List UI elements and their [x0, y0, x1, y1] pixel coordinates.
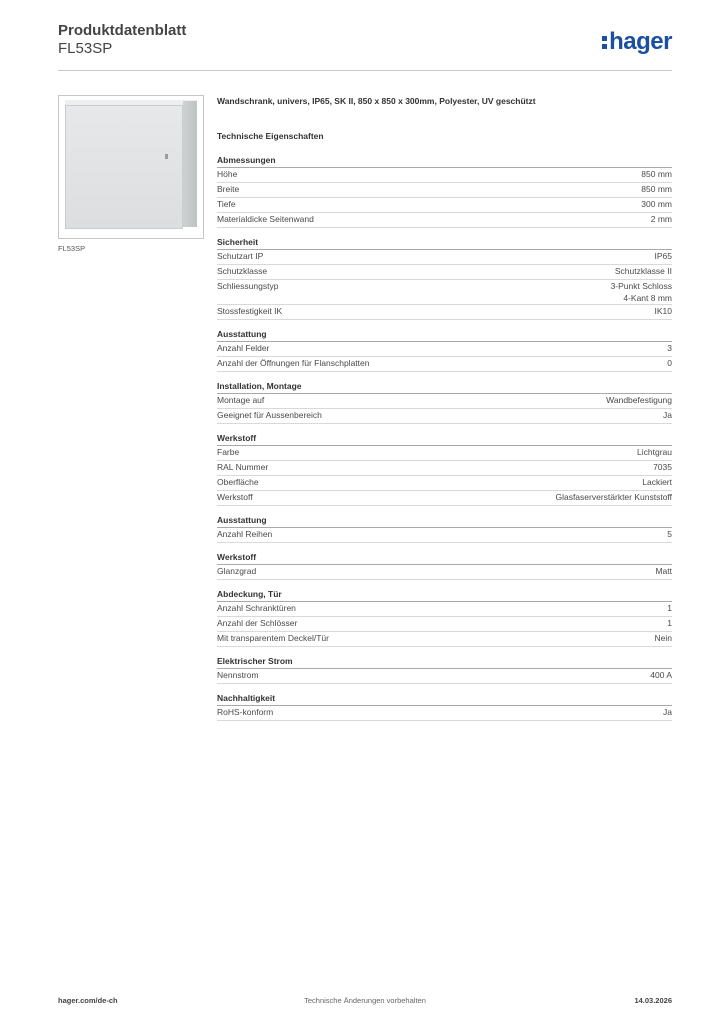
product-description: Wandschrank, univers, IP65, SK II, 850 x 850 x 300mm, Polyester, UV geschützt	[217, 96, 536, 106]
spec-row	[217, 669, 672, 684]
section-title: Ausstattung	[217, 515, 672, 528]
spec-row	[217, 394, 672, 409]
spec-value: Wandbefestigung	[606, 395, 672, 405]
spec-row	[217, 265, 672, 280]
spec-key: Breite	[217, 184, 240, 194]
logo-text: hager	[609, 28, 672, 55]
section-title: Abmessungen	[217, 155, 672, 168]
spec-value: Glasfaserverstärkter Kunststoff	[555, 492, 672, 502]
spec-section	[217, 656, 672, 684]
cabinet-lock	[165, 154, 168, 159]
section-title: Ausstattung	[217, 329, 672, 342]
spec-section	[217, 552, 672, 580]
spec-row	[217, 213, 672, 228]
spec-key: Anzahl Reihen	[217, 529, 273, 539]
spec-section	[217, 515, 672, 543]
spec-value: 2 mm	[650, 214, 672, 224]
spec-row	[217, 357, 672, 372]
spec-value: IP65	[654, 251, 672, 261]
spec-value: Matt	[655, 566, 672, 576]
spec-value: IK10	[654, 306, 672, 316]
spec-row	[217, 342, 672, 357]
technical-properties-heading: Technische Eigenschaften	[217, 131, 324, 141]
image-caption: FL53SP	[58, 244, 86, 253]
spec-row	[217, 446, 672, 461]
spec-value: 850 mm	[641, 184, 672, 194]
spec-value: 7035	[653, 462, 672, 472]
spec-key: RAL Nummer	[217, 462, 269, 472]
spec-row	[217, 461, 672, 476]
footer-date: 14.03.2026	[634, 996, 672, 1005]
spec-sections	[217, 155, 672, 721]
spec-section	[217, 381, 672, 424]
spec-section	[217, 237, 672, 320]
footer-note: Technische Änderungen vorbehalten	[304, 996, 426, 1005]
spec-section	[217, 329, 672, 372]
spec-value: 400 A	[650, 670, 672, 680]
section-title: Werkstoff	[217, 433, 672, 446]
spec-key: Materialdicke Seitenwand	[217, 214, 314, 224]
spec-key: Werkstoff	[217, 492, 253, 502]
spec-key: Anzahl der Öffnungen für Flanschplatten	[217, 358, 370, 368]
spec-value: Lackiert	[642, 477, 672, 487]
document-title: Produktdatenblatt	[58, 22, 187, 39]
section-title: Installation, Montage	[217, 381, 672, 394]
spec-value: Ja	[663, 410, 672, 420]
spec-row	[217, 528, 672, 543]
spec-key: Anzahl der Schlösser	[217, 618, 298, 628]
spec-value: 1	[667, 618, 672, 628]
spec-row	[217, 632, 672, 647]
spec-key: Stossfestigkeit IK	[217, 306, 283, 316]
spec-row	[217, 250, 672, 265]
spec-section	[217, 155, 672, 228]
spec-key: RoHS-konform	[217, 707, 274, 717]
cabinet-door	[65, 105, 183, 229]
spec-section	[217, 433, 672, 506]
section-title: Nachhaltigkeit	[217, 693, 672, 706]
spec-value: 300 mm	[641, 199, 672, 209]
spec-key: Montage auf	[217, 395, 265, 405]
section-title: Werkstoff	[217, 552, 672, 565]
spec-value: 5	[667, 529, 672, 539]
spec-key: Schutzklasse	[217, 266, 268, 276]
spec-key: Schliessungstyp	[217, 281, 279, 291]
spec-row	[217, 168, 672, 183]
spec-row	[217, 305, 672, 320]
spec-value: Lichtgrau	[637, 447, 672, 457]
spec-key: Mit transparentem Deckel/Tür	[217, 633, 329, 643]
spec-row	[217, 476, 672, 491]
spec-value: 3	[667, 343, 672, 353]
page-header	[58, 18, 672, 71]
spec-value: 850 mm	[641, 169, 672, 179]
spec-row	[217, 565, 672, 580]
spec-key: Glanzgrad	[217, 566, 257, 576]
spec-row	[217, 198, 672, 213]
product-code: FL53SP	[58, 40, 113, 57]
page-footer	[58, 996, 672, 1010]
spec-value: Nein	[654, 633, 672, 643]
spec-key: Tiefe	[217, 199, 236, 209]
spec-row	[217, 409, 672, 424]
spec-row	[217, 183, 672, 198]
spec-row	[217, 706, 672, 721]
spec-value: Schutzklasse II	[614, 266, 672, 276]
spec-value: 3-Punkt Schloss 4-Kant 8 mm	[610, 281, 672, 303]
spec-key: Höhe	[217, 169, 238, 179]
specifications-panel	[217, 96, 672, 730]
spec-key: Nennstrom	[217, 670, 259, 680]
spec-row	[217, 491, 672, 506]
cabinet-side-panel	[183, 101, 197, 227]
section-title: Abdeckung, Tür	[217, 589, 672, 602]
spec-key: Oberfläche	[217, 477, 259, 487]
section-title: Sicherheit	[217, 237, 672, 250]
footer-website: hager.com/de-ch	[58, 996, 118, 1005]
spec-key: Farbe	[217, 447, 240, 457]
hager-logo	[602, 28, 672, 56]
spec-row	[217, 602, 672, 617]
spec-key: Schutzart IP	[217, 251, 264, 261]
spec-row	[217, 617, 672, 632]
product-image	[58, 95, 204, 239]
spec-key: Anzahl Schranktüren	[217, 603, 296, 613]
spec-key: Anzahl Felder	[217, 343, 270, 353]
spec-value: 0	[667, 358, 672, 368]
spec-section	[217, 693, 672, 721]
spec-value: Ja	[663, 707, 672, 717]
spec-value: 1	[667, 603, 672, 613]
spec-row	[217, 280, 672, 305]
logo-colon-icon	[602, 34, 608, 50]
spec-key: Geeignet für Aussenbereich	[217, 410, 322, 420]
section-title: Elektrischer Strom	[217, 656, 672, 669]
spec-section	[217, 589, 672, 647]
